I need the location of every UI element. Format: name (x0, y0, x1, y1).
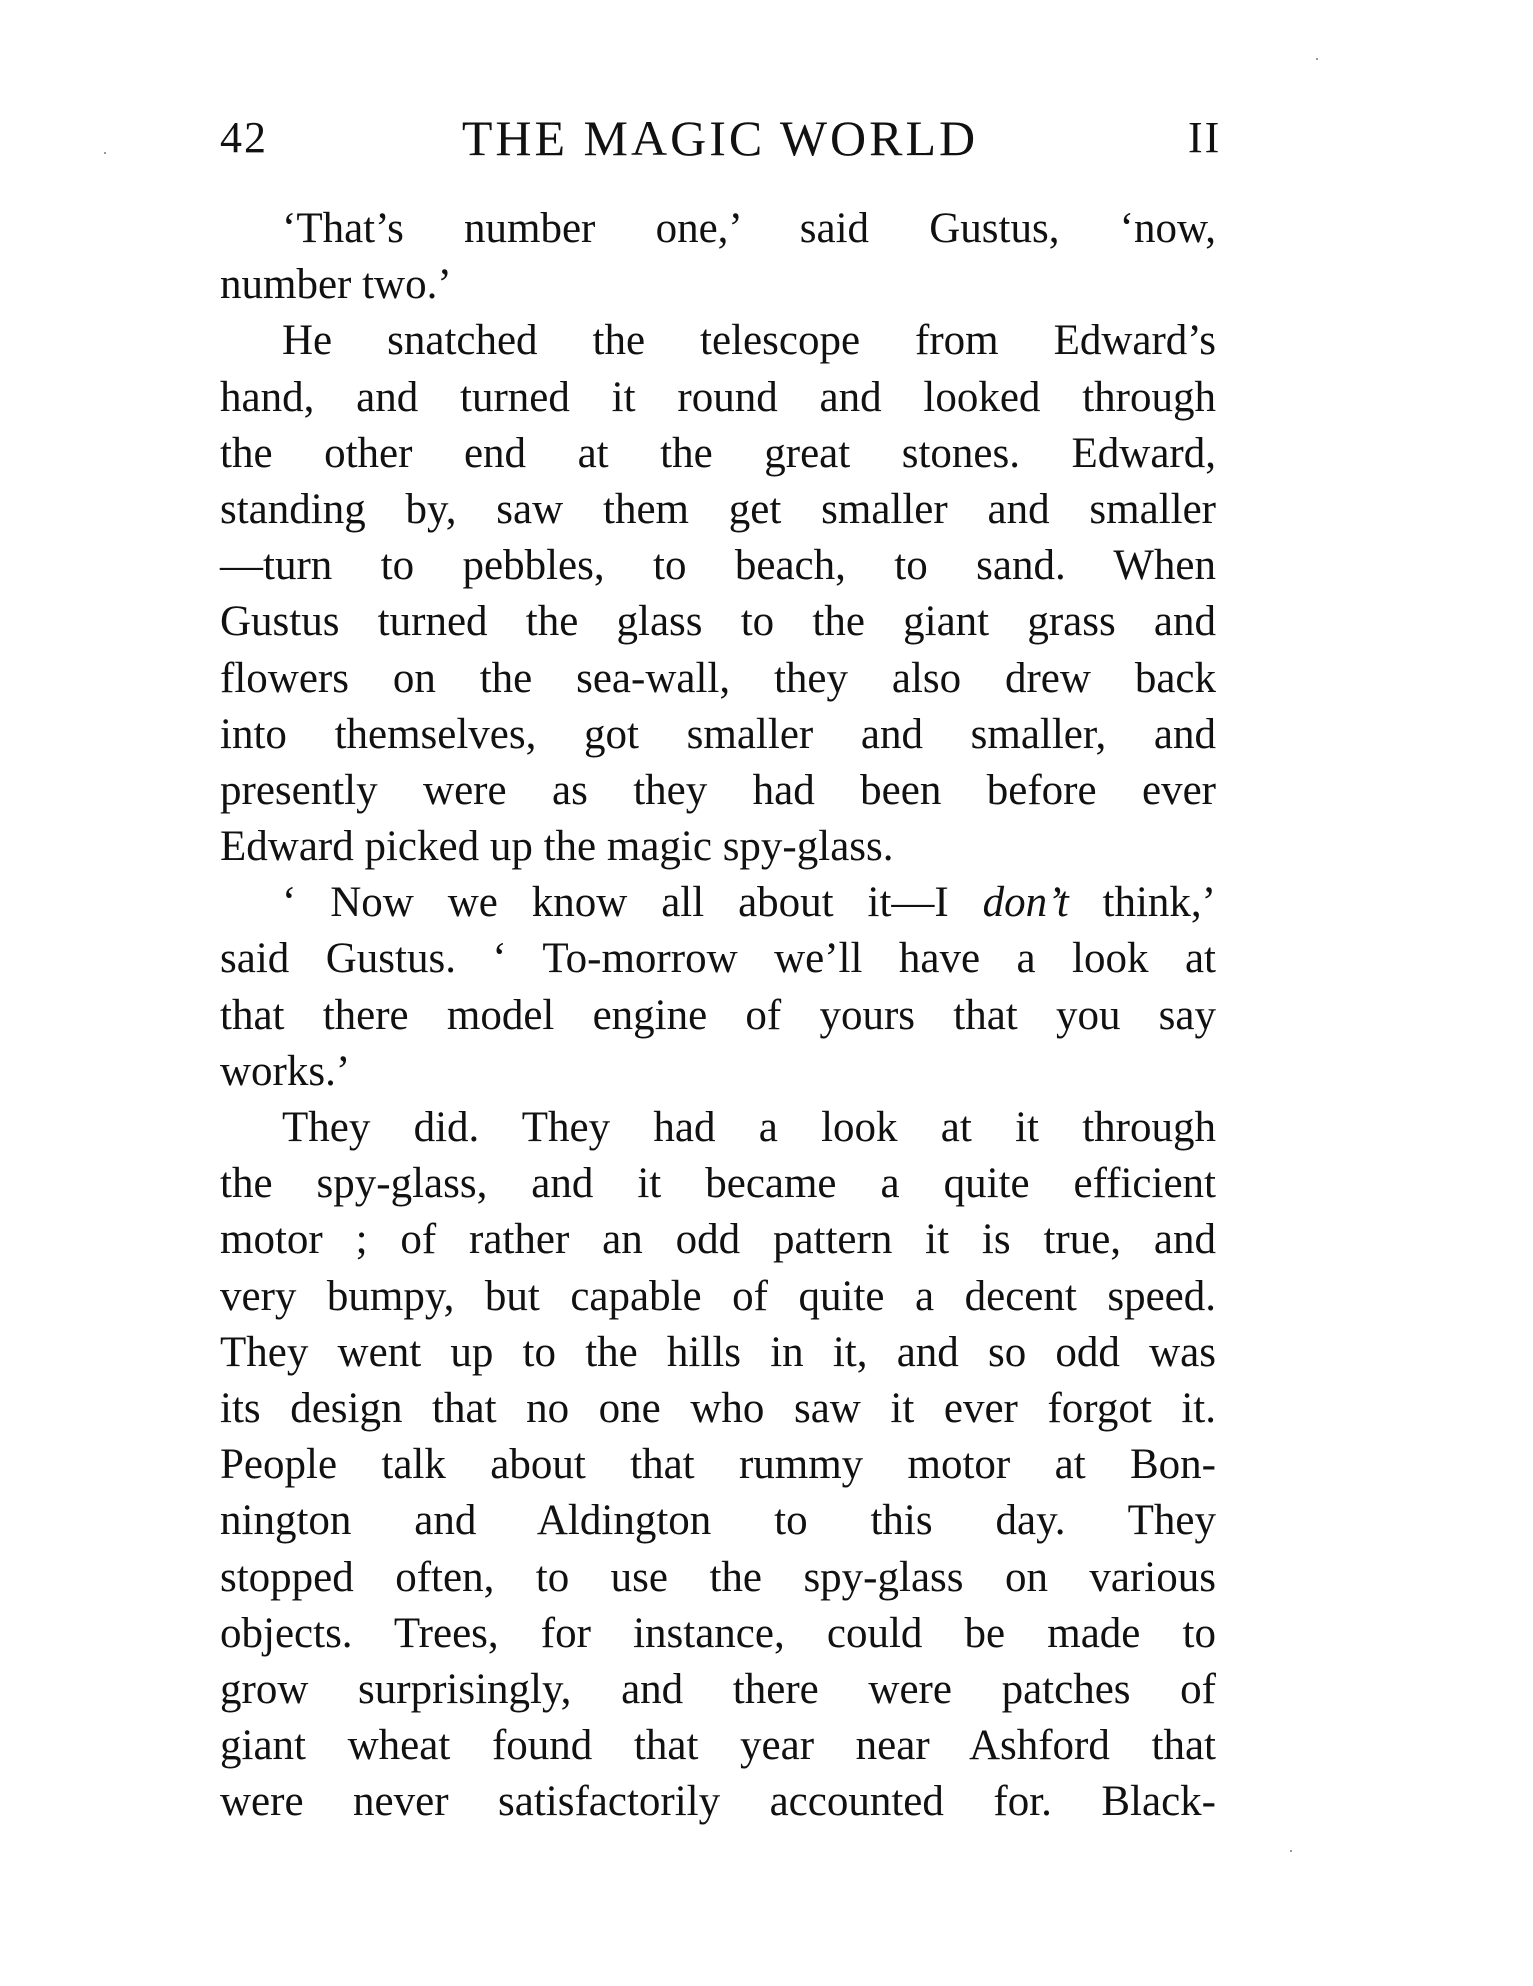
text-line: were never satisfactorily accounted for. Black- (220, 1778, 1216, 1826)
text-line: hand, and turned it round and looked through (220, 373, 1216, 421)
text-line: that there model engine of yours that you say (220, 991, 1216, 1039)
text-line: They went up to the hills in it, and so odd was (220, 1328, 1216, 1376)
text-line: the other end at the great stones. Edward, (220, 429, 1216, 477)
text-line: nington and Aldington to this day. They (220, 1497, 1216, 1545)
scan-speck (1316, 58, 1318, 60)
scan-speck (1290, 1850, 1292, 1852)
text-line: said Gustus. ‘ To-morrow we’ll have a look at (220, 935, 1216, 983)
text-line: very bumpy, but capable of quite a decent speed. (220, 1272, 1216, 1320)
text-line: objects. Trees, for instance, could be made to (220, 1609, 1216, 1657)
text-line: motor ; of rather an odd pattern it is true, and (220, 1216, 1216, 1264)
text-line: standing by, saw them get smaller and smaller (220, 485, 1216, 533)
text-line (220, 875, 1216, 931)
page-number: 42 (220, 113, 268, 162)
scan-speck (104, 152, 106, 154)
text-line: ‘That’s number one,’ said Gustus, ‘now, (282, 205, 1216, 252)
text-line: Gustus turned the glass to the giant grass and (220, 598, 1216, 646)
text-line: giant wheat found that year near Ashford that (220, 1722, 1216, 1770)
text-line: its design that no one who saw it ever forgot it. (220, 1384, 1216, 1432)
italic-emphasis: don’t (982, 879, 1069, 927)
text-line: flowers on the sea-wall, they also drew back (220, 654, 1216, 702)
text-line: grow surprisingly, and there were patches of (220, 1665, 1216, 1713)
running-title: THE MAGIC WORLD (461, 110, 979, 166)
page-body-text (220, 201, 1216, 1830)
text-line: He snatched the telescope from Edward’s (282, 317, 1216, 365)
text-line: stopped often, to use the spy-glass on various (220, 1553, 1216, 1601)
text-line: works.’ (220, 1047, 351, 1095)
text-line: the spy-glass, and it became a quite efficient (220, 1160, 1216, 1208)
text-segment: think,’ (1068, 879, 1217, 927)
text-line: into themselves, got smaller and smaller, and (220, 710, 1216, 758)
chapter-number: II (1188, 113, 1222, 162)
text-line: number two.’ (220, 261, 452, 309)
text-segment: ‘ Now we know all about it—I (282, 879, 983, 927)
text-line: Edward picked up the magic spy-glass. (220, 823, 894, 871)
text-line: presently were as they had been before ever (220, 766, 1216, 814)
text-line: People talk about that rummy motor at Bon- (220, 1441, 1216, 1489)
text-line: They did. They had a look at it through (282, 1104, 1216, 1151)
text-line: —turn to pebbles, to beach, to sand. When (220, 542, 1216, 590)
